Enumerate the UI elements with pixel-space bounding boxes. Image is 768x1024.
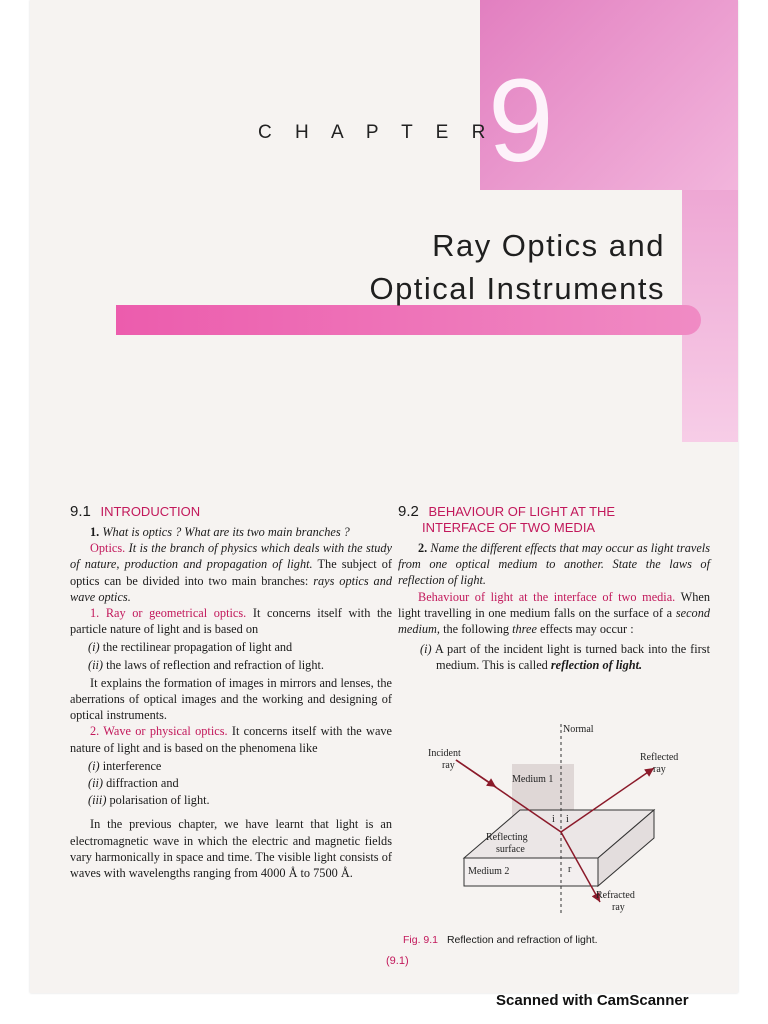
label-surface: surface bbox=[496, 844, 525, 855]
question-1 bbox=[70, 524, 392, 540]
optics-definition bbox=[70, 540, 392, 605]
list-text: interference bbox=[102, 758, 162, 773]
wave-optics-para bbox=[70, 723, 392, 755]
optics-branches: rays optics and wave optics. bbox=[70, 573, 393, 604]
optics-sub: The subject of optics can be divided into two main branches: bbox=[70, 557, 392, 588]
label-reflected: Reflected bbox=[640, 752, 679, 763]
list-marker: (i) bbox=[88, 640, 100, 655]
ray-optics-head: 1. Ray or geometrical optics. bbox=[90, 606, 247, 621]
label-incident-2: ray bbox=[442, 760, 455, 771]
wave-optics-list bbox=[70, 758, 392, 809]
list-item bbox=[88, 657, 392, 673]
optics-term: Optics. bbox=[90, 541, 126, 556]
section-heading-9-2 bbox=[398, 504, 710, 536]
section-title-cont: INTERFACE OF TWO MEDIA bbox=[422, 520, 596, 535]
behaviour-emph: second medium, bbox=[398, 605, 710, 637]
question-number: 1. bbox=[90, 525, 100, 539]
page-number: (9.1) bbox=[386, 955, 409, 967]
ray-optics-para bbox=[70, 605, 392, 637]
behaviour-emph: three bbox=[512, 622, 537, 637]
wave-optics-text: It concerns itself with the wave nature of light and is based on the phenomena like bbox=[70, 724, 393, 755]
scanner-watermark: Scanned with CamScanner bbox=[496, 992, 689, 1009]
list-text: the laws of reflection and refraction of light. bbox=[106, 657, 324, 672]
list-text: diffraction and bbox=[106, 776, 179, 791]
wave-optics-head: 2. Wave or physical optics. bbox=[90, 724, 228, 739]
label-reflecting: Reflecting bbox=[486, 832, 528, 843]
label-refracted: Refracted bbox=[596, 890, 635, 901]
incident-arrow bbox=[456, 760, 496, 787]
figure-caption bbox=[403, 934, 598, 946]
question-2 bbox=[398, 540, 710, 589]
list-item bbox=[88, 639, 392, 655]
behaviour-text: the following bbox=[443, 622, 510, 637]
chapter-title-line1: Ray Optics and bbox=[432, 228, 665, 263]
figure-label: Fig. 9.1 bbox=[403, 934, 439, 946]
label-normal: Normal bbox=[563, 724, 594, 735]
question-text: What is optics ? What are its two main branches ? bbox=[102, 525, 350, 539]
question-text: Name the different effects that may occur as light travels from one optical medium to another. State the laws of reflection of light. bbox=[398, 541, 710, 588]
reflection-refraction-diagram bbox=[400, 718, 720, 938]
section-number: 9.2 bbox=[398, 503, 419, 520]
list-marker: (iii) bbox=[88, 793, 107, 808]
effect-text: A part of the incident light is turned back into the first medium. This is called bbox=[434, 642, 710, 673]
section-number: 9.1 bbox=[70, 503, 91, 520]
ray-optics-text: It concerns itself with the particle nature of light and is based on bbox=[70, 606, 393, 637]
left-column bbox=[70, 504, 392, 881]
label-medium2: Medium 2 bbox=[468, 866, 510, 877]
optics-def: It is the branch of physics which deals with the study of nature, production and propagation of light. bbox=[70, 541, 392, 572]
effect-1 bbox=[398, 641, 710, 673]
label-incident: Incident bbox=[428, 748, 461, 759]
label-reflected-2: ray bbox=[653, 764, 666, 775]
list-text: the rectilinear propagation of light and bbox=[102, 640, 293, 655]
behaviour-head: Behaviour of light at the interface of two media. bbox=[418, 589, 676, 604]
list-text: polarisation of light. bbox=[109, 793, 210, 808]
list-item bbox=[88, 758, 392, 774]
chapter-title-line2: Optical Instruments bbox=[369, 271, 665, 306]
list-item bbox=[88, 792, 392, 808]
chapter-title bbox=[220, 224, 665, 310]
label-refracted-2: ray bbox=[612, 902, 625, 913]
question-number: 2. bbox=[418, 541, 428, 555]
list-marker: (ii) bbox=[88, 776, 104, 791]
section-title: INTRODUCTION bbox=[100, 504, 201, 519]
label-medium1: Medium 1 bbox=[512, 774, 554, 785]
figure-caption-text: Reflection and refraction of light. bbox=[446, 934, 598, 946]
effect-term: reflection of light. bbox=[550, 658, 643, 673]
list-marker: (i) bbox=[88, 758, 100, 773]
section-heading-9-1 bbox=[70, 504, 392, 520]
behaviour-text: effects may occur : bbox=[539, 622, 634, 637]
previous-chapter-para: In the previous chapter, we have learnt that light is an electromagnetic wave in which the electric and magnetic fields vary harmonically in space and time. The visible light consists of waves with wavelengths ranging from 4000 Å to 7500 Å. bbox=[70, 817, 392, 881]
behaviour-text: When light travelling in one medium falls on the surface of a bbox=[398, 589, 710, 620]
list-marker: (i) bbox=[420, 642, 432, 657]
ray-optics-list bbox=[70, 639, 392, 672]
list-item bbox=[88, 775, 392, 791]
right-column bbox=[398, 504, 710, 674]
section-title: BEHAVIOUR OF LIGHT AT THE bbox=[428, 504, 616, 519]
label-angle-i1: i bbox=[552, 814, 555, 825]
chapter-number: 9 bbox=[488, 55, 554, 187]
ray-optics-explain: It explains the formation of images in mirrors and lenses, the aberrations of optical images and the working and designing of optical instruments. bbox=[70, 675, 392, 723]
label-angle-i2: i bbox=[566, 814, 569, 825]
list-marker: (ii) bbox=[88, 657, 104, 672]
chapter-label: C H A P T E R bbox=[258, 122, 495, 143]
behaviour-para bbox=[398, 589, 710, 638]
label-angle-r: r bbox=[568, 864, 572, 875]
